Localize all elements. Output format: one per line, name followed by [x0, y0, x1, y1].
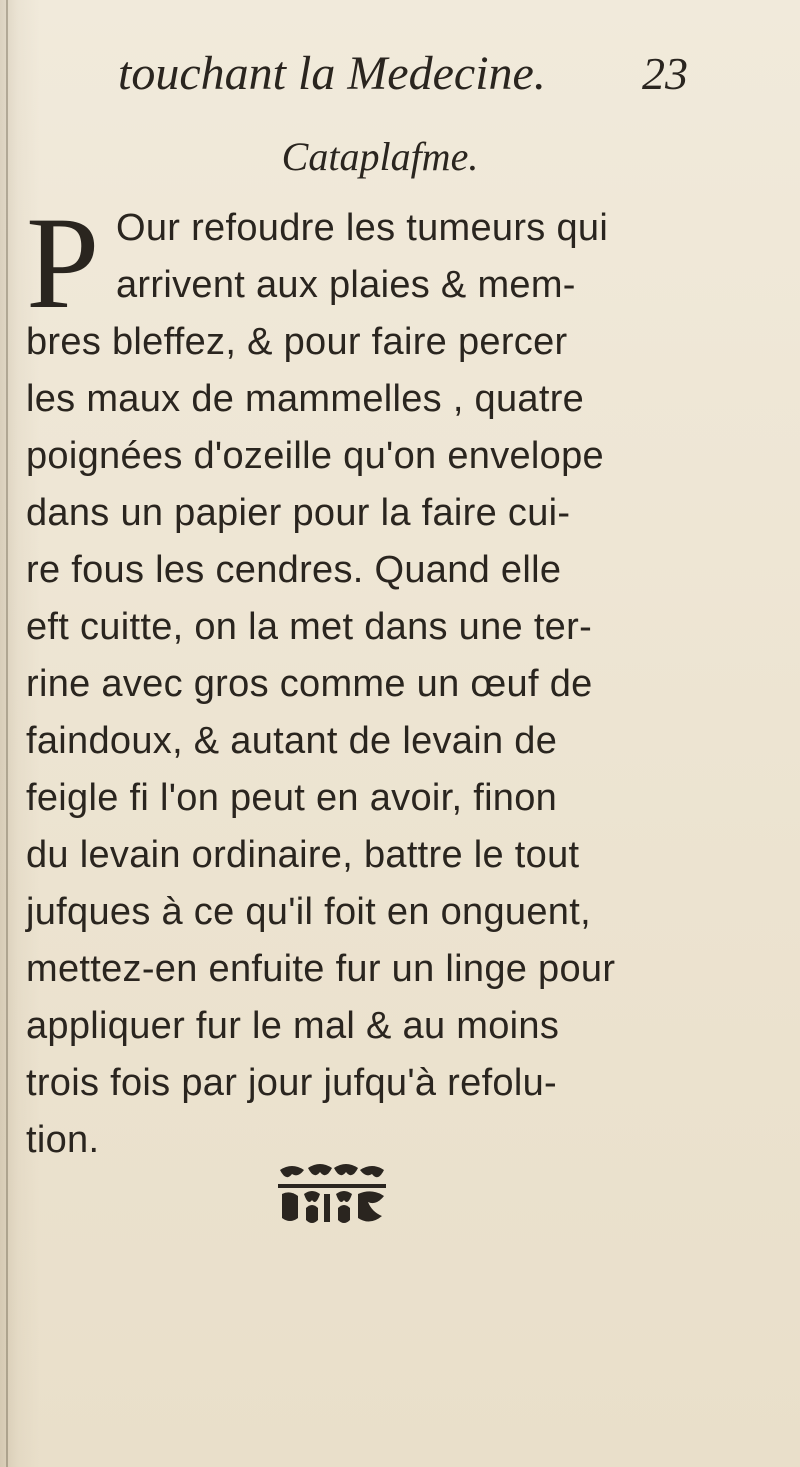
text-line-16: trois fois par jour jufqu'à refolu-	[26, 1062, 557, 1104]
text-line-8: eft cuitte, on la met dans une ter-	[26, 606, 593, 648]
text-line-1: Our refoudre les tumeurs qui	[116, 207, 609, 249]
text-line-11: feigle fi l'on peut en avoir, finon	[26, 777, 558, 819]
text-line-5: poignées d'ozeille qu'on envelope	[26, 435, 604, 477]
page-number: 23	[642, 48, 688, 99]
text-line-10: faindoux, & autant de levain de	[26, 720, 558, 762]
text-line-14: mettez-en enfuite fur un linge pour	[26, 948, 616, 990]
printers-flower-ornament-icon	[272, 1160, 392, 1230]
drop-cap: P	[26, 189, 100, 336]
text-line-17: tion.	[26, 1119, 100, 1161]
text-line-15: appliquer fur le mal & au moins	[26, 1005, 560, 1047]
text-line-9: rine avec gros comme un œuf de	[26, 663, 593, 705]
page-header	[118, 44, 688, 104]
text-line-13: jufques à ce qu'il foit en onguent,	[26, 891, 591, 933]
text-line-2: arrivent aux plaies & mem-	[116, 264, 576, 306]
text-line-4: les maux de mammelles , quatre	[26, 378, 585, 420]
running-title: touchant la Medecine.	[118, 47, 546, 100]
page-gutter-edge	[6, 0, 8, 1467]
text-line-12: du levain ordinaire, battre le tout	[26, 834, 580, 876]
text-line-3: bres bleffez, & pour faire percer	[26, 321, 568, 363]
text-line-6: dans un papier pour la faire cui-	[26, 492, 571, 534]
text-line-7: re fous les cendres. Quand elle	[26, 549, 562, 591]
section-title: Cataplafme.	[281, 134, 479, 179]
